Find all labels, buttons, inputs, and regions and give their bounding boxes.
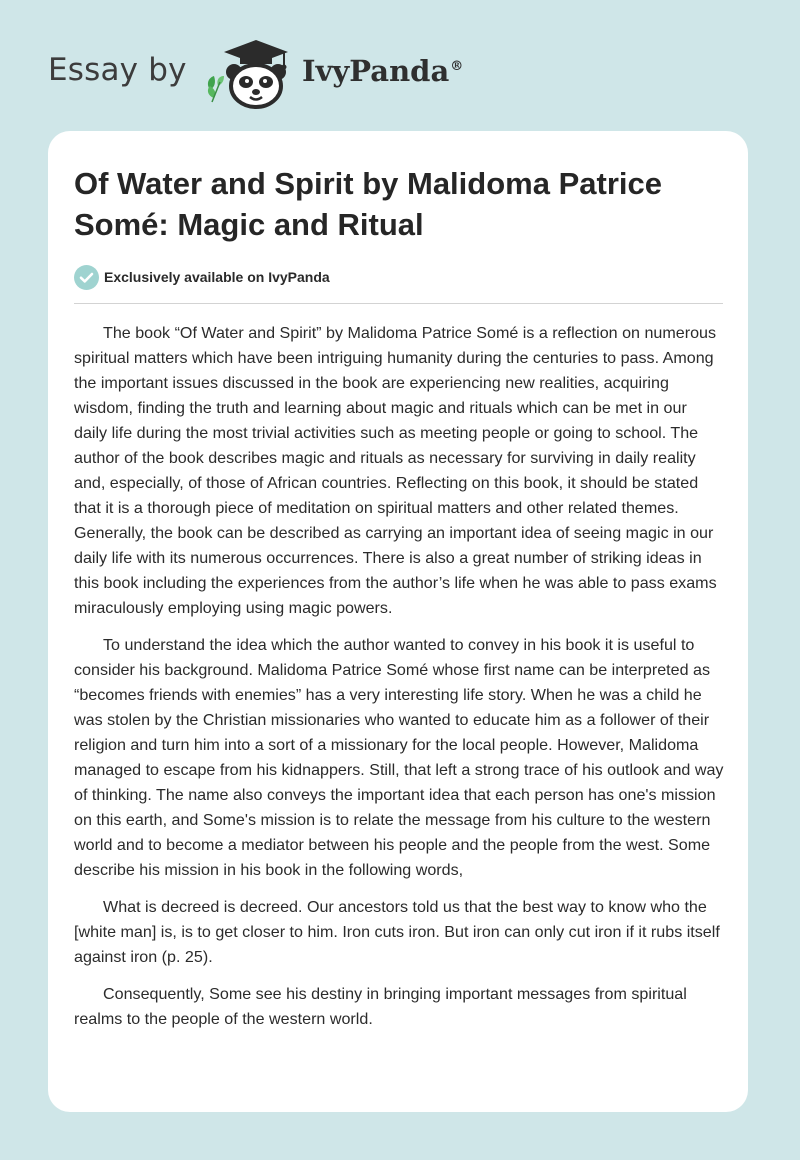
site-header [48,30,508,110]
divider [74,303,723,304]
quote-paragraph: What is decreed is decreed. Our ancestors told us that the best way to know who the [white man] is, is to get closer to him. Iron cuts iron. But iron can only cut iron if it rubs itself against iron (p. 25). [74,898,720,966]
panda-graduate-icon[interactable] [200,34,294,110]
registered-mark: ® [450,59,464,75]
check-icon [74,265,99,290]
exclusive-badge [74,264,330,290]
brand-text: IvyPanda [302,54,450,88]
essay-by-label: Essay by [48,52,187,88]
paragraph: Consequently, Some see his destiny in bringing important messages from spiritual realms to the people of the western world. [74,985,687,1028]
paragraph: To understand the idea which the author wanted to convey in his book it is useful to consider his background. Malidoma Patrice Somé whose first name can be interpreted as “becomes friends with enemies” has a very interesting life story. When he was a child he was stolen by the Christian missionaries who wanted to educate him as a follower of their religion and turn him into a sort of a missionary for the local people. However, Malidoma managed to escape from his kidnappers. Still, that left a strong trace of his outlook and way of thinking. The name also conveys the important idea that each person has one's mission on this earth, and Some's mission is to relate the message from his culture to the western world and to become a mediator between his people and the people from the west. Some describe his mission in his book in the following words, [74,636,724,879]
essay-card [48,131,748,1112]
essay-body [74,321,724,1044]
exclusive-badge-label: Exclusively available on IvyPanda [104,269,330,285]
paragraph: The book “Of Water and Spirit” by Malidoma Patrice Somé is a reflection on numerous spiritual matters which have been intriguing humanity during the centuries to pass. Among the important issues discussed in the book are experiencing new realities, acquiring wisdom, finding the truth and learning about magic and rituals which can be met in our daily life during the most trivial activities such as meeting people or going to school. The author of the book describes magic and rituals as necessary for surviving in daily reality and, especially, of those of African countries. Reflecting on this book, it should be stated that it is a thorough piece of meditation on spiritual matters and other related themes. Generally, the book can be described as carrying an important idea of seeing magic in our daily life with its numerous occurrences. There is also a great number of striking ideas in this book including the experiences from the author’s life when he was able to pass exams miraculously employing using magic powers. [74,324,717,617]
brand-name[interactable] [302,54,463,88]
essay-title: Of Water and Spirit by Malidoma Patrice Somé: Magic and Ritual [74,166,662,242]
